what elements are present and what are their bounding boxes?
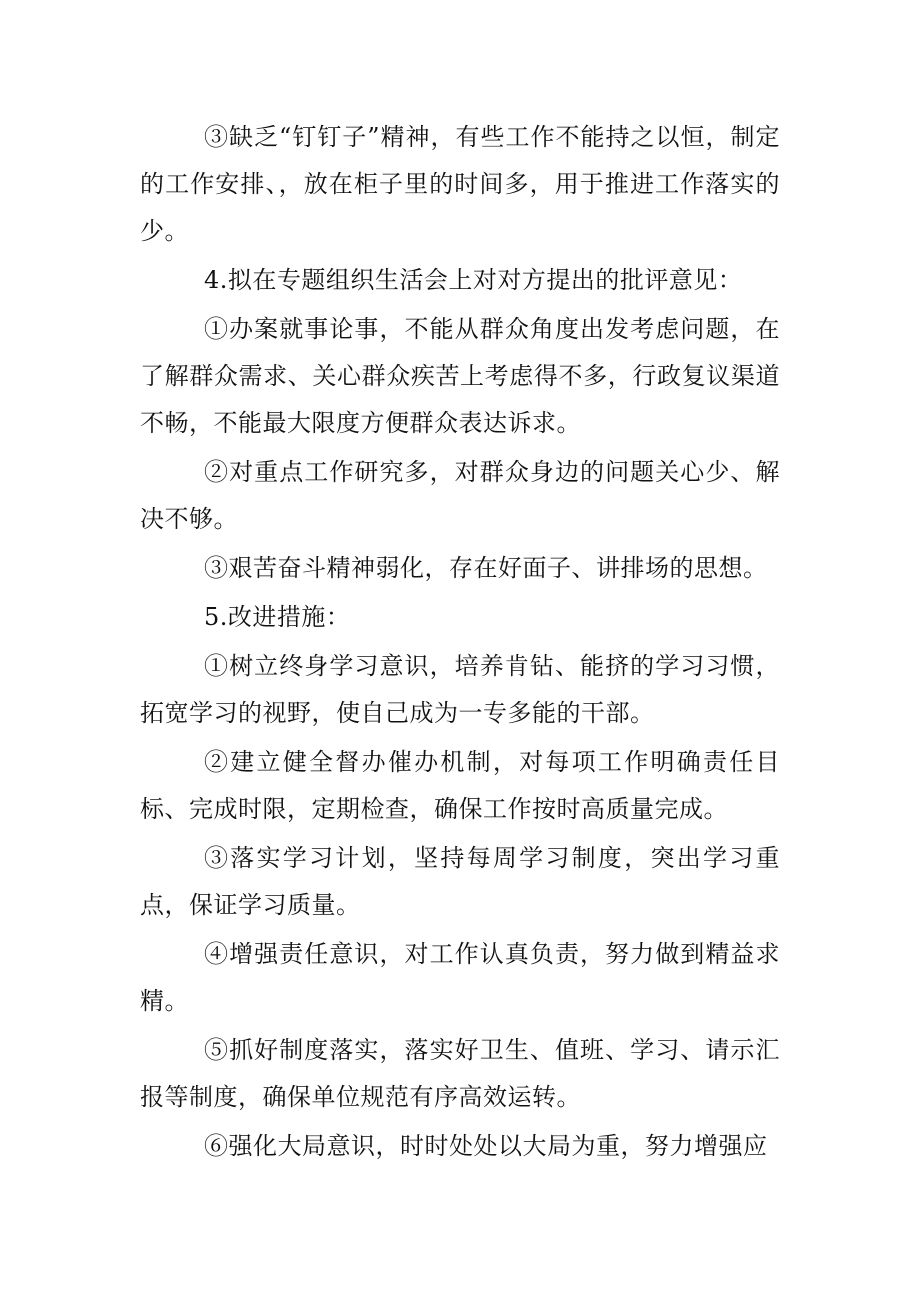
paragraph-criticism-3: ③艰苦奋斗精神弱化，存在好面子、讲排场的思想。 xyxy=(204,554,768,582)
paragraph-criticism-1: ①办案就事论事，不能从群众角度出发考虑问题，在了解群众需求、关心群众疾苦上考虑得不多，行政复议渠道不畅，不能最大限度方便群众表达诉求。 xyxy=(140,315,780,437)
paragraph-criticism-2: ②对重点工作研究多，对群众身边的问题关心少、解决不够。 xyxy=(140,458,780,533)
paragraph-improvement-5: ⑤抓好制度落实，落实好卫生、值班、学习、请示汇报等制度，确保单位规范有序高效运转。 xyxy=(140,1036,780,1111)
paragraph-improvement-2: ②建立健全督办催办机制，对每项工作明确责任目标、完成时限，定期检查，确保工作按时高质量完成。 xyxy=(140,748,780,823)
paragraph-shortcoming-3: ③缺乏“钉钉子”精神，有些工作不能持之以恒，制定的工作安排、，放在柜子里的时间多，用于推进工作落实的少。 xyxy=(140,123,780,245)
document-body xyxy=(140,114,780,1172)
paragraph-improvement-3: ③落实学习计划，坚持每周学习制度，突出学习重点，保证学习质量。 xyxy=(140,844,780,919)
heading-criticism: 4.拟在专题组织生活会上对对方提出的批评意见： xyxy=(204,266,743,294)
heading-improvement: 5.改进措施： xyxy=(204,603,351,631)
paragraph-improvement-4: ④增强责任意识，对工作认真负责，努力做到精益求精。 xyxy=(140,940,780,1015)
paragraph-improvement-1: ①树立终身学习意识，培养肯钻、能挤的学习习惯，拓宽学习的视野，使自己成为一专多能的干部。 xyxy=(140,652,780,727)
paragraph-improvement-6: ⑥强化大局意识，时时处处以大局为重，努力增强应 xyxy=(204,1132,768,1160)
